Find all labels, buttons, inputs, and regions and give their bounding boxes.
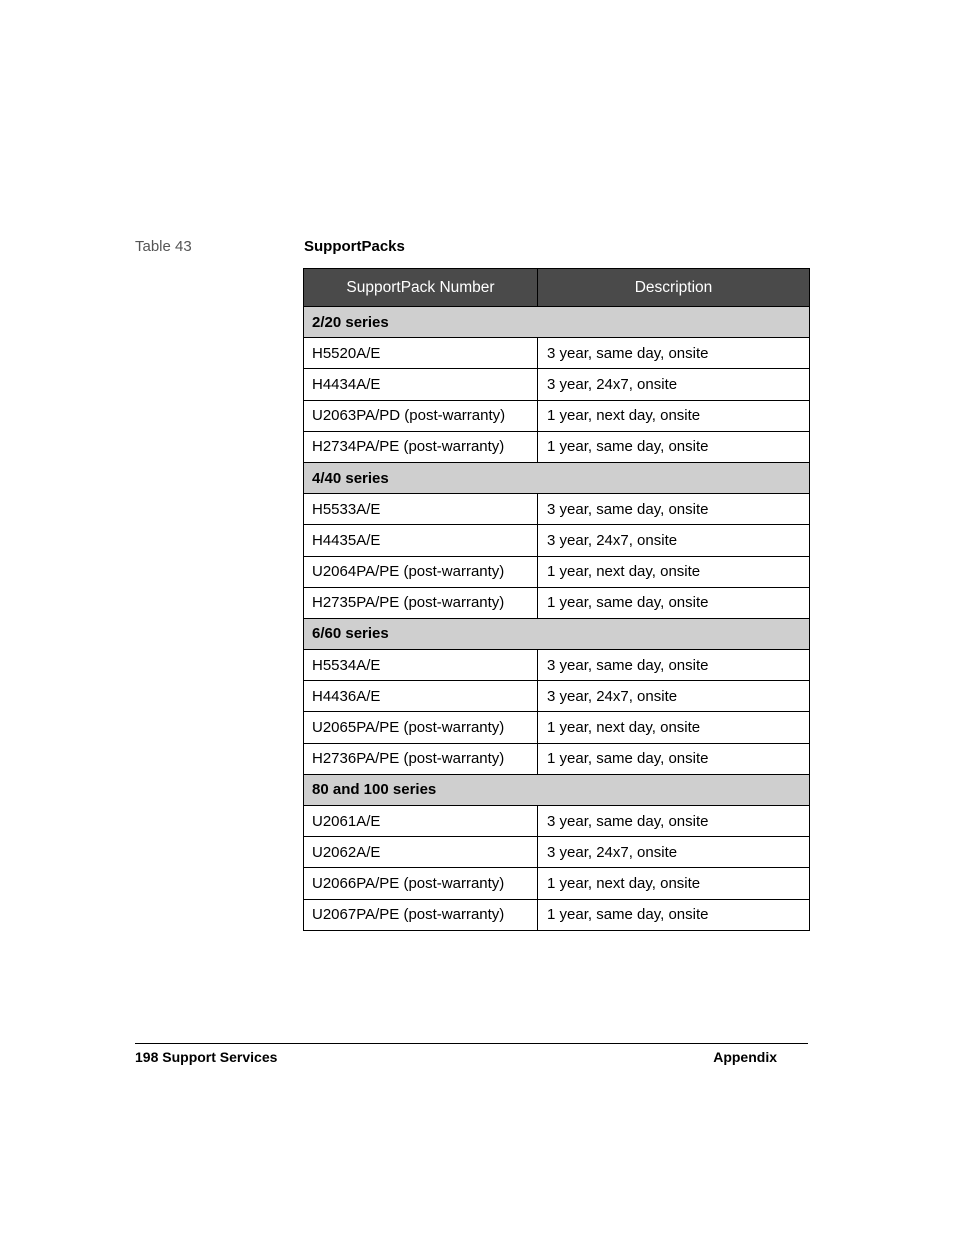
table-row	[304, 837, 810, 868]
description-cell: 1 year, same day, onsite	[538, 899, 810, 930]
supportpack-number-cell: H5534A/E	[304, 650, 538, 681]
footer-page-section: 198 Support Services	[135, 1049, 278, 1065]
table-row	[304, 494, 810, 525]
table-row	[304, 431, 810, 462]
table-title: SupportPacks	[304, 238, 405, 255]
supportpack-number-cell: H2736PA/PE (post-warranty)	[304, 743, 538, 774]
table-row	[304, 806, 810, 837]
table-row	[304, 369, 810, 400]
table-row	[304, 338, 810, 369]
supportpack-number-cell: H5520A/E	[304, 338, 538, 369]
description-cell: 1 year, same day, onsite	[538, 743, 810, 774]
table-header-row	[304, 269, 810, 307]
description-cell: 3 year, same day, onsite	[538, 650, 810, 681]
description-cell: 3 year, 24x7, onsite	[538, 837, 810, 868]
supportpack-number-cell: U2067PA/PE (post-warranty)	[304, 899, 538, 930]
group-row	[304, 307, 810, 338]
description-cell: 3 year, 24x7, onsite	[538, 369, 810, 400]
table-row	[304, 525, 810, 556]
table-row	[304, 587, 810, 618]
supportpack-number-cell: U2062A/E	[304, 837, 538, 868]
supportpack-number-cell: U2063PA/PD (post-warranty)	[304, 400, 538, 431]
table-row	[304, 868, 810, 899]
supportpack-number-cell: H2734PA/PE (post-warranty)	[304, 431, 538, 462]
table-row	[304, 743, 810, 774]
supportpack-number-cell: H5533A/E	[304, 494, 538, 525]
supportpack-number-cell: U2061A/E	[304, 806, 538, 837]
supportpack-number-cell: H4436A/E	[304, 681, 538, 712]
table-row	[304, 899, 810, 930]
supportpack-number-cell: H4434A/E	[304, 369, 538, 400]
table-row	[304, 681, 810, 712]
supportpack-number-cell: U2066PA/PE (post-warranty)	[304, 868, 538, 899]
description-cell: 3 year, 24x7, onsite	[538, 681, 810, 712]
group-row	[304, 462, 810, 493]
supportpacks-table	[303, 268, 810, 931]
description-cell: 1 year, next day, onsite	[538, 556, 810, 587]
group-label: 6/60 series	[304, 618, 810, 649]
description-cell: 1 year, same day, onsite	[538, 431, 810, 462]
group-row	[304, 618, 810, 649]
table-row	[304, 400, 810, 431]
group-label: 2/20 series	[304, 307, 810, 338]
table-row	[304, 650, 810, 681]
supportpack-number-cell: H2735PA/PE (post-warranty)	[304, 587, 538, 618]
supportpack-number-cell: H4435A/E	[304, 525, 538, 556]
group-label: 4/40 series	[304, 462, 810, 493]
description-cell: 3 year, 24x7, onsite	[538, 525, 810, 556]
description-cell: 1 year, same day, onsite	[538, 587, 810, 618]
description-cell: 3 year, same day, onsite	[538, 338, 810, 369]
footer-chapter: Appendix	[713, 1049, 777, 1065]
supportpack-number-cell: U2065PA/PE (post-warranty)	[304, 712, 538, 743]
description-cell: 1 year, next day, onsite	[538, 712, 810, 743]
group-row	[304, 774, 810, 805]
footer-divider	[135, 1043, 808, 1044]
table-number-label: Table 43	[135, 238, 192, 255]
column-header-supportpack-number: SupportPack Number	[304, 269, 538, 307]
description-cell: 1 year, next day, onsite	[538, 868, 810, 899]
description-cell: 3 year, same day, onsite	[538, 806, 810, 837]
group-label: 80 and 100 series	[304, 774, 810, 805]
supportpack-number-cell: U2064PA/PE (post-warranty)	[304, 556, 538, 587]
description-cell: 1 year, next day, onsite	[538, 400, 810, 431]
description-cell: 3 year, same day, onsite	[538, 494, 810, 525]
table-row	[304, 712, 810, 743]
column-header-description: Description	[538, 269, 810, 307]
table-row	[304, 556, 810, 587]
